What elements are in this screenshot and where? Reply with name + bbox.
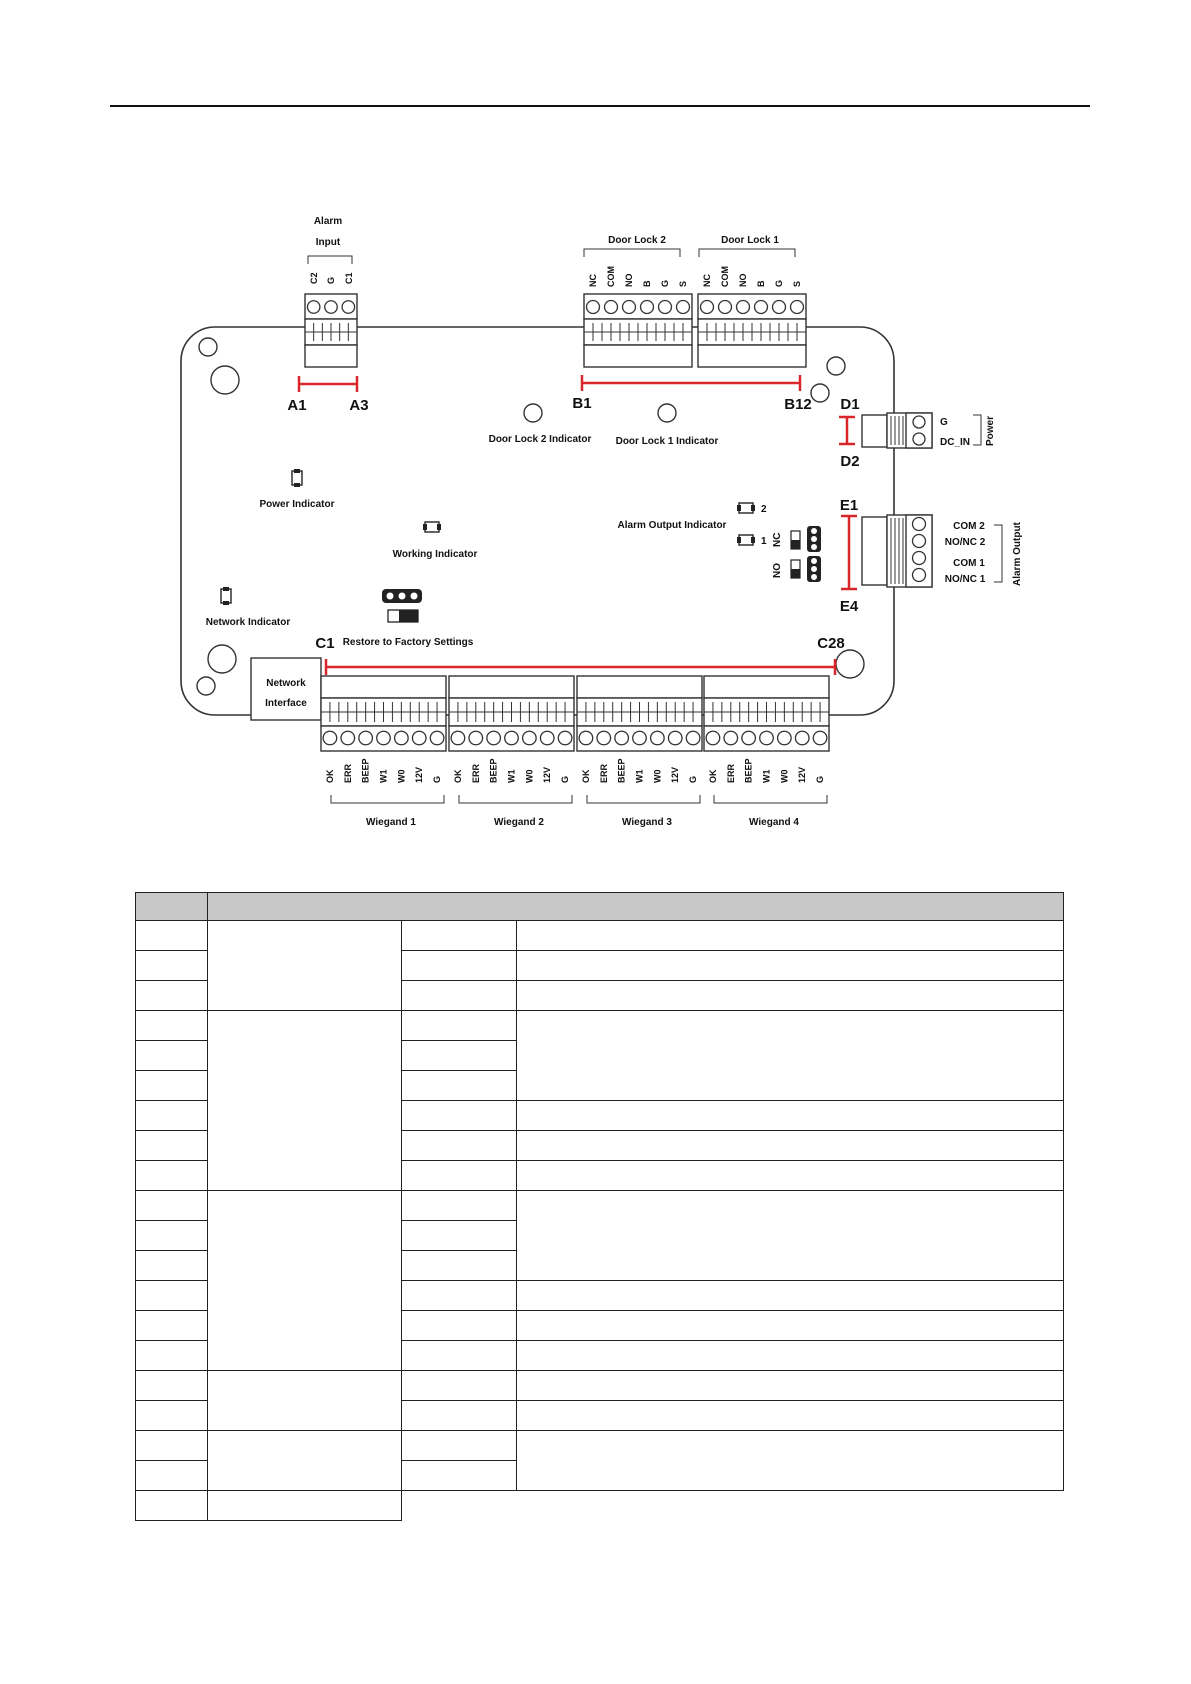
screw-terminal — [342, 301, 354, 313]
network-indicator-led — [221, 587, 231, 605]
label-a3: A3 — [349, 397, 369, 414]
alarm-input-pin-label: C2 — [309, 272, 319, 284]
table-cell — [517, 1371, 1064, 1401]
network-interface-label: Network — [266, 678, 306, 689]
table-cell — [517, 1311, 1064, 1341]
wiegand-pin-label: W1 — [761, 769, 772, 783]
table-row — [136, 1371, 1064, 1401]
mounting-hole — [208, 645, 236, 673]
screw-terminal — [706, 731, 720, 745]
table-row — [136, 1191, 1064, 1221]
table-cell — [136, 1281, 208, 1311]
screw-terminal — [377, 731, 391, 745]
door-lock-1-pin-label: NC — [702, 274, 712, 287]
power-pin-g: G — [940, 417, 948, 428]
wiegand-pin-label: OK — [324, 769, 335, 783]
screw-terminal — [558, 731, 572, 745]
table-cell — [402, 1131, 517, 1161]
wiegand-pin-label: ERR — [470, 763, 481, 783]
table-cell — [517, 1281, 1064, 1311]
table-cell — [208, 1191, 402, 1371]
door-lock-pin-labels — [588, 266, 802, 287]
wiegand-pin-label: W0 — [779, 769, 790, 783]
door-lock-2-pin-label: NC — [588, 274, 598, 287]
door-lock-1-bracket — [699, 249, 795, 257]
board-outline — [181, 327, 894, 715]
screw-terminal — [325, 301, 337, 313]
alarm-output-jumper-switch — [791, 531, 800, 578]
wiegand-pin-label: 12V — [670, 766, 681, 783]
door-lock-2-pin-label: G — [660, 279, 670, 287]
alarm-output-pin-com1: COM 1 — [953, 558, 985, 569]
screw-terminal — [778, 731, 792, 745]
table-cell — [136, 1341, 208, 1371]
screw-terminal — [505, 731, 519, 745]
table-cell — [402, 1041, 517, 1071]
table-cell — [402, 1221, 517, 1251]
screw-terminal — [677, 301, 690, 314]
table-cell — [136, 1101, 208, 1131]
table-cell — [136, 1461, 208, 1491]
wiegand-pin-label: BEEP — [360, 758, 371, 783]
wiegand-pin-label: W1 — [634, 769, 645, 783]
table-cell — [517, 1431, 1064, 1491]
table-cell — [402, 951, 517, 981]
wiegand-group-label: Wiegand 4 — [749, 817, 799, 828]
table-row — [136, 1011, 1064, 1041]
working-indicator-led — [423, 522, 441, 532]
alarm-output-1-led — [737, 535, 755, 545]
table-cell — [136, 951, 208, 981]
wiegand-pin-label: BEEP — [616, 758, 627, 783]
jumper-no-label: NO — [772, 563, 783, 578]
table-cell — [136, 1401, 208, 1431]
table-cell — [517, 1161, 1064, 1191]
table-cell — [517, 951, 1064, 981]
label-d2: D2 — [840, 453, 860, 470]
screw-terminal — [487, 731, 501, 745]
screw-terminal — [913, 433, 925, 445]
table-cell — [136, 1431, 208, 1461]
alarm-input-title: Alarm — [313, 216, 343, 227]
screw-terminal — [341, 731, 355, 745]
wiegand-pin-label: W1 — [378, 769, 389, 783]
alarm-output-2-led — [737, 503, 755, 513]
table-cell — [517, 1011, 1064, 1101]
screw-terminal — [795, 731, 809, 745]
screw-terminal — [641, 301, 654, 314]
table-cell — [136, 1491, 208, 1521]
screw-terminal — [615, 731, 629, 745]
wiegand-pin-label: W0 — [652, 769, 663, 783]
table-cell — [517, 1341, 1064, 1371]
alarm-output-pin-nonc1: NO/NC 1 — [944, 574, 986, 585]
wiegand-pin-label: ERR — [342, 763, 353, 783]
screw-terminal — [737, 301, 750, 314]
alarm-output-pin-com2: COM 2 — [953, 521, 985, 532]
label-b12: B12 — [784, 396, 812, 413]
screw-terminal — [451, 731, 465, 745]
wiegand-connector — [704, 676, 829, 751]
label-a1: A1 — [287, 397, 307, 414]
screw-terminal — [395, 731, 409, 745]
door-lock-2-indicator-label: Door Lock 2 Indicator — [488, 434, 592, 445]
screw-terminal — [469, 731, 483, 745]
wiegand-pin-label: W1 — [506, 769, 517, 783]
alarm-output-terminal — [862, 515, 932, 587]
door-lock-1-title: Door Lock 1 — [721, 235, 779, 246]
screw-terminal — [523, 731, 537, 745]
alarm-output-indicator-label: Alarm Output Indicator — [617, 520, 727, 531]
table-cell — [517, 1101, 1064, 1131]
table-cell — [402, 1341, 517, 1371]
wiegand-pin-label: W0 — [524, 769, 535, 783]
alarm-output-2-led-label: 2 — [761, 504, 767, 515]
wiegand-bracket — [714, 795, 827, 803]
screw-terminal — [579, 731, 593, 745]
header-cell — [208, 893, 1064, 921]
table-cell — [402, 1431, 517, 1461]
door-lock-1-pin-label: G — [774, 279, 784, 287]
table-row — [136, 1491, 1064, 1521]
mounting-hole — [827, 357, 845, 375]
table-cell — [208, 921, 402, 1011]
wiegand-pin-label: 12V — [542, 766, 553, 783]
table-row — [136, 921, 1064, 951]
wiegand-bracket — [459, 795, 572, 803]
table-cell — [402, 1311, 517, 1341]
table-cell — [136, 1011, 208, 1041]
table-cell — [136, 1221, 208, 1251]
table-cell — [402, 1371, 517, 1401]
wiegand-pin-label: 12V — [414, 766, 425, 783]
wiegand-pin-label: G — [688, 775, 699, 783]
table-cell — [517, 1191, 1064, 1281]
wiegand-pin-label: OK — [452, 769, 463, 783]
screw-terminal — [791, 301, 804, 314]
network-indicator-label: Network Indicator — [205, 617, 291, 628]
alarm-input-pin-labels — [309, 272, 354, 284]
network-interface-port — [251, 658, 321, 720]
label-e1: E1 — [839, 497, 859, 514]
screw-terminal — [813, 731, 827, 745]
alarm-input-pin-label: C1 — [344, 272, 354, 284]
alarm-input-bracket — [308, 256, 352, 264]
power-pin-dc-in: DC_IN — [940, 437, 971, 448]
door-lock-1-pin-label: COM — [720, 266, 730, 287]
table-cell — [402, 921, 517, 951]
door-lock-1-pin-label: B — [756, 280, 766, 287]
table-cell — [136, 1191, 208, 1221]
mounting-hole — [199, 338, 217, 356]
screw-terminal — [760, 731, 774, 745]
alarm-output-1-led-label: 1 — [761, 536, 767, 547]
wiegand-pin-labels — [325, 758, 825, 783]
door-lock-2-title: Door Lock 2 — [608, 235, 666, 246]
table-cell — [136, 1371, 208, 1401]
screw-terminal — [540, 731, 554, 745]
screw-terminal — [913, 569, 926, 582]
wiegand-connector — [577, 676, 702, 751]
label-e4: E4 — [839, 598, 859, 615]
screw-terminal — [913, 416, 925, 428]
screw-terminal — [755, 301, 768, 314]
table-cell — [136, 921, 208, 951]
label-c1: C1 — [315, 635, 335, 652]
door-lock-1-indicator-label: Door Lock 1 Indicator — [615, 436, 719, 447]
wiegand-pin-label: G — [560, 775, 571, 783]
label-b1: B1 — [572, 395, 592, 412]
table-cell — [517, 1401, 1064, 1431]
screw-terminal — [659, 301, 672, 314]
power-bracket — [973, 415, 981, 445]
table-cell — [402, 1011, 517, 1041]
wiegand-pin-label: W0 — [396, 769, 407, 783]
power-terminal — [862, 413, 932, 448]
door-lock-2-pin-label: COM — [606, 266, 616, 287]
door-lock-2-connector — [584, 294, 692, 345]
jumper-nc-label: NC — [772, 532, 783, 547]
door-lock-1-pin-label: NO — [738, 273, 748, 287]
table-cell — [208, 1431, 402, 1491]
table-cell — [208, 1491, 402, 1521]
label-d1: D1 — [840, 396, 860, 413]
table-header-row — [136, 893, 1064, 921]
screw-terminal — [633, 731, 647, 745]
screw-terminal — [587, 301, 600, 314]
header-cell — [136, 893, 208, 921]
alarm-input-title: Input — [315, 237, 341, 248]
table-cell — [136, 1161, 208, 1191]
wiegand-pin-label: OK — [707, 769, 718, 783]
table-cell — [136, 1251, 208, 1281]
screw-terminal — [742, 731, 756, 745]
screw-terminal — [913, 518, 926, 531]
power-title: Power — [985, 415, 996, 446]
table-cell — [402, 1191, 517, 1221]
table-cell — [402, 1401, 517, 1431]
screw-terminal — [773, 301, 786, 314]
wiegand-bracket — [587, 795, 700, 803]
table-cell — [402, 981, 517, 1011]
mounting-hole — [211, 366, 239, 394]
screw-terminal — [430, 731, 444, 745]
wiegand-pin-label: ERR — [598, 763, 609, 783]
screw-terminal — [719, 301, 732, 314]
table-cell — [517, 1131, 1064, 1161]
wiegand-group-labels — [331, 795, 827, 828]
pin-description-table — [135, 892, 1064, 1521]
door-lock-1-connector — [698, 294, 806, 345]
door-lock-2-pin-label: B — [642, 280, 652, 287]
table-cell — [208, 1011, 402, 1191]
wiegand-pin-label: G — [432, 775, 443, 783]
table-cell — [208, 1371, 402, 1431]
wiegand-pin-label: BEEP — [743, 758, 754, 783]
screw-terminal — [307, 301, 319, 313]
alarm-input-pin-label: G — [326, 276, 336, 284]
wiegand-group-label: Wiegand 3 — [622, 817, 672, 828]
table-cell — [517, 981, 1064, 1011]
wiegand-pin-label: G — [815, 775, 826, 783]
mounting-hole — [811, 384, 829, 402]
wiegand-group-label: Wiegand 2 — [494, 817, 544, 828]
table-cell — [136, 1041, 208, 1071]
table-cell — [402, 1161, 517, 1191]
restore-factory-label: Restore to Factory Settings — [342, 637, 474, 648]
screw-terminal — [913, 535, 926, 548]
table-cell — [136, 1131, 208, 1161]
alarm-input-connector — [305, 294, 357, 345]
alarm-output-bracket — [994, 525, 1002, 582]
wiegand-pin-label: 12V — [797, 766, 808, 783]
table-cell — [136, 981, 208, 1011]
mounting-hole — [197, 677, 215, 695]
door-lock-2-pin-label: NO — [624, 273, 634, 287]
table-cell — [402, 1281, 517, 1311]
screw-terminal — [323, 731, 337, 745]
network-interface-label: Interface — [265, 698, 307, 709]
wiegand-pin-label: OK — [580, 769, 591, 783]
door-lock-2-pin-label: S — [678, 280, 688, 287]
table-cell — [517, 921, 1064, 951]
alarm-output-jumper-pins — [807, 526, 821, 582]
wiegand-group-label: Wiegand 1 — [366, 817, 416, 828]
screw-terminal — [605, 301, 618, 314]
wiegand-bracket — [331, 795, 444, 803]
label-c28: C28 — [817, 635, 845, 652]
screw-terminal — [623, 301, 636, 314]
alarm-output-title: Alarm Output — [1012, 522, 1023, 586]
table-cell — [402, 1251, 517, 1281]
power-indicator-label: Power Indicator — [259, 499, 335, 510]
table-row — [136, 1431, 1064, 1461]
wiegand-terminals — [321, 676, 829, 751]
screw-terminal — [724, 731, 738, 745]
wiegand-connector — [449, 676, 574, 751]
door-lock-2-indicator-led — [524, 404, 542, 422]
power-indicator-led — [292, 469, 302, 487]
screw-terminal — [701, 301, 714, 314]
table-cell — [402, 1071, 517, 1101]
screw-terminal — [668, 731, 682, 745]
wiegand-connector — [321, 676, 446, 751]
screw-terminal — [651, 731, 665, 745]
door-lock-2-bracket — [584, 249, 680, 257]
screw-terminal — [412, 731, 426, 745]
screw-terminal — [597, 731, 611, 745]
screw-terminal — [359, 731, 373, 745]
table-cell — [136, 1311, 208, 1341]
table-cell — [402, 1461, 517, 1491]
restore-jumper-switch — [388, 610, 418, 622]
table-cell — [136, 1071, 208, 1101]
wiegand-pin-label: BEEP — [488, 758, 499, 783]
door-lock-1-pin-label: S — [792, 280, 802, 287]
door-lock-1-indicator-led — [658, 404, 676, 422]
wiegand-pin-label: ERR — [725, 763, 736, 783]
alarm-output-pin-nonc2: NO/NC 2 — [944, 537, 986, 548]
alarm-input-terminal — [305, 294, 357, 367]
screw-terminal — [686, 731, 700, 745]
table-cell — [402, 1101, 517, 1131]
restore-jumper-pins — [382, 589, 422, 603]
working-indicator-label: Working Indicator — [392, 549, 478, 560]
screw-terminal — [913, 552, 926, 565]
mounting-hole — [836, 650, 864, 678]
door-lock-terminals — [584, 294, 806, 367]
